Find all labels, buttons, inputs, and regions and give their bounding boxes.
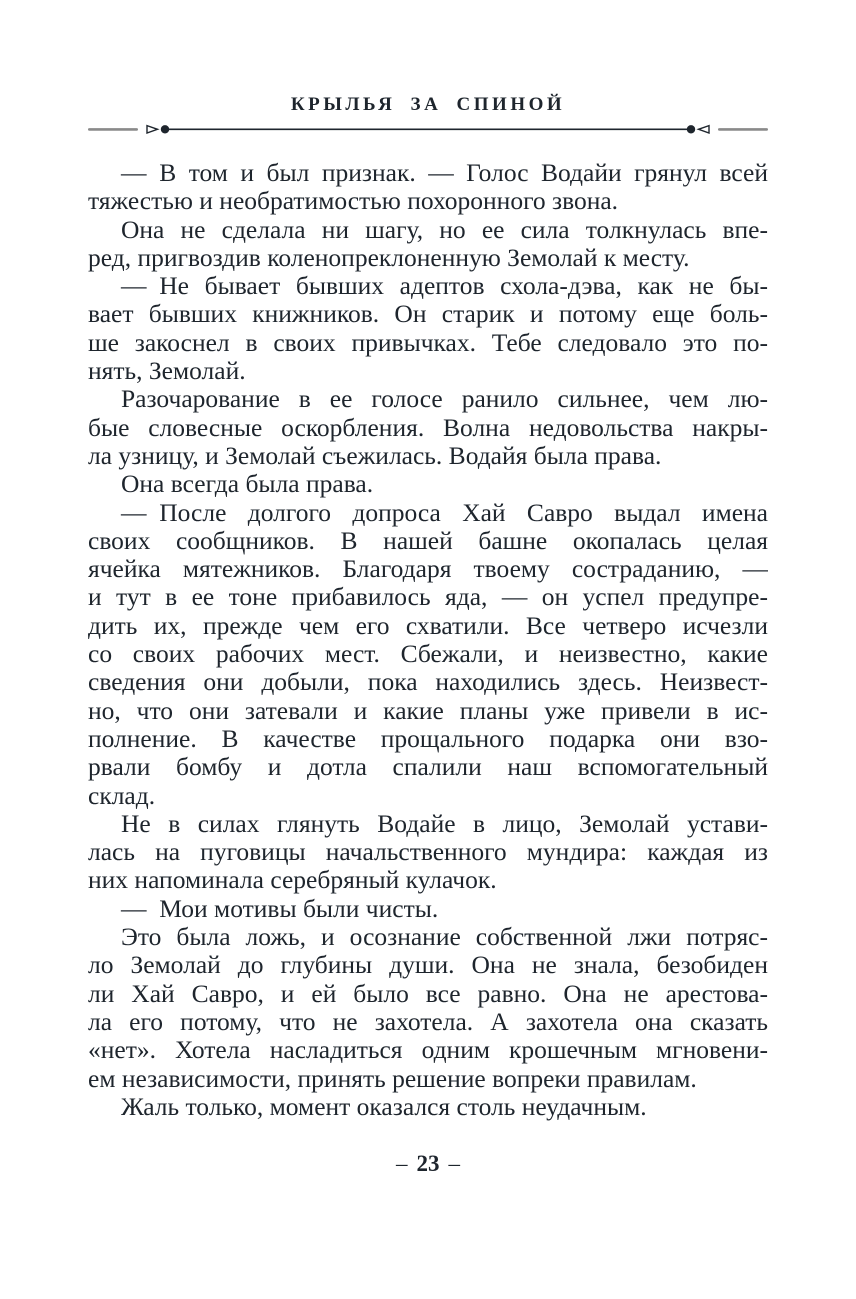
text-line: дить их, прежде чем его схватили. Все четверо исчезли — [88, 611, 768, 640]
text-block — [88, 159, 768, 1121]
text-line: и тут в ее тоне прибавилось яда, — он успел предупре- — [88, 583, 768, 612]
page-number: 23 — [416, 1151, 440, 1177]
text-line: тяжестью и необратимостью похоронного звона. — [88, 187, 619, 216]
text-line: — Не бывает бывших адептов схола-дэва, как не бы- — [121, 272, 768, 301]
paragraph — [88, 159, 768, 216]
footer-dash-left: – — [396, 1151, 408, 1177]
text-line: — Мои мотивы были чисты. — [121, 894, 439, 923]
running-header — [88, 94, 768, 136]
text-line: рвали бомбу и дотла спалили наш вспомогательный — [88, 753, 768, 782]
text-line: Разочарование в ее голосе ранило сильнее, чем лю- — [121, 385, 768, 414]
text-line: ячейка мятежников. Благодаря твоему состраданию, — — [88, 555, 768, 584]
text-line: ли Хай Савро, и ей было все равно. Она не арестова- — [88, 979, 768, 1008]
text-line: ло Земолай до глубины души. Она не знала, безобиден — [88, 951, 768, 980]
book-title: КРЫЛЬЯ ЗА СПИНОЙ — [290, 94, 566, 115]
paragraph — [88, 1093, 768, 1121]
text-line: — В том и был признак. — Голос Водайи грянул всей — [121, 159, 768, 187]
text-line: нять, Земолай. — [88, 357, 246, 386]
text-line: ем независимости, принять решение вопреки правилам. — [88, 1064, 697, 1093]
paragraph — [88, 895, 768, 923]
paragraph — [88, 810, 768, 895]
text-line: «нет». Хотела насладиться одним крошечным мгновени- — [88, 1036, 768, 1065]
text-line: Это была ложь, и осознание собственной лжи потряс- — [121, 923, 768, 952]
text-line: но, что они затевали и какие планы уже привели в ис- — [88, 696, 768, 725]
text-line: ла его потому, что не захотела. А захотела она сказать — [88, 1007, 768, 1036]
text-line: ла узницу, и Земолай съежилась. Водайя была права. — [88, 441, 662, 470]
text-line: своих сообщников. В нашей башне окопалась целая — [88, 526, 768, 555]
paragraph — [88, 470, 768, 498]
paragraph — [88, 272, 768, 385]
paragraph — [88, 499, 768, 810]
text-line: сведения они добыли, пока находились здесь. Неизвест- — [88, 668, 768, 697]
text-line: Жаль только, момент оказался столь неудачным. — [121, 1092, 647, 1121]
paragraph — [88, 216, 768, 273]
text-line: лась на пуговицы начальственного мундира: каждая из — [88, 838, 768, 867]
text-line: склад. — [88, 781, 156, 810]
text-line: вает бывших книжников. Он старик и потому еще боль- — [88, 300, 768, 329]
paragraph — [88, 385, 768, 470]
paragraph — [88, 923, 768, 1093]
text-line: ше закоснел в своих привычках. Тебе следовало это по- — [88, 328, 768, 357]
page-footer — [88, 1151, 768, 1177]
text-line: полнение. В качестве прощального подарка они взо- — [88, 724, 768, 753]
text-line: Не в силах глянуть Водайе в лицо, Земолай устави- — [121, 809, 768, 838]
text-line: Она не сделала ни шагу, но ее сила толкнулась впе- — [121, 215, 768, 244]
text-line: — После долгого допроса Хай Савро выдал имена — [121, 498, 768, 527]
text-line: них напоминала серебряный кулачок. — [88, 866, 497, 895]
footer-dash-right: – — [448, 1151, 460, 1177]
text-line: ред, пригвоздив коленопреклоненную Земолай к месту. — [88, 243, 690, 272]
text-line: со своих рабочих мест. Сбежали, и неизвестно, какие — [88, 640, 768, 669]
text-line: Она всегда была права. — [121, 470, 374, 499]
ornament-rule-icon — [88, 122, 768, 136]
text-line: бые словесные оскорбления. Волна недовольства накры- — [88, 413, 768, 442]
